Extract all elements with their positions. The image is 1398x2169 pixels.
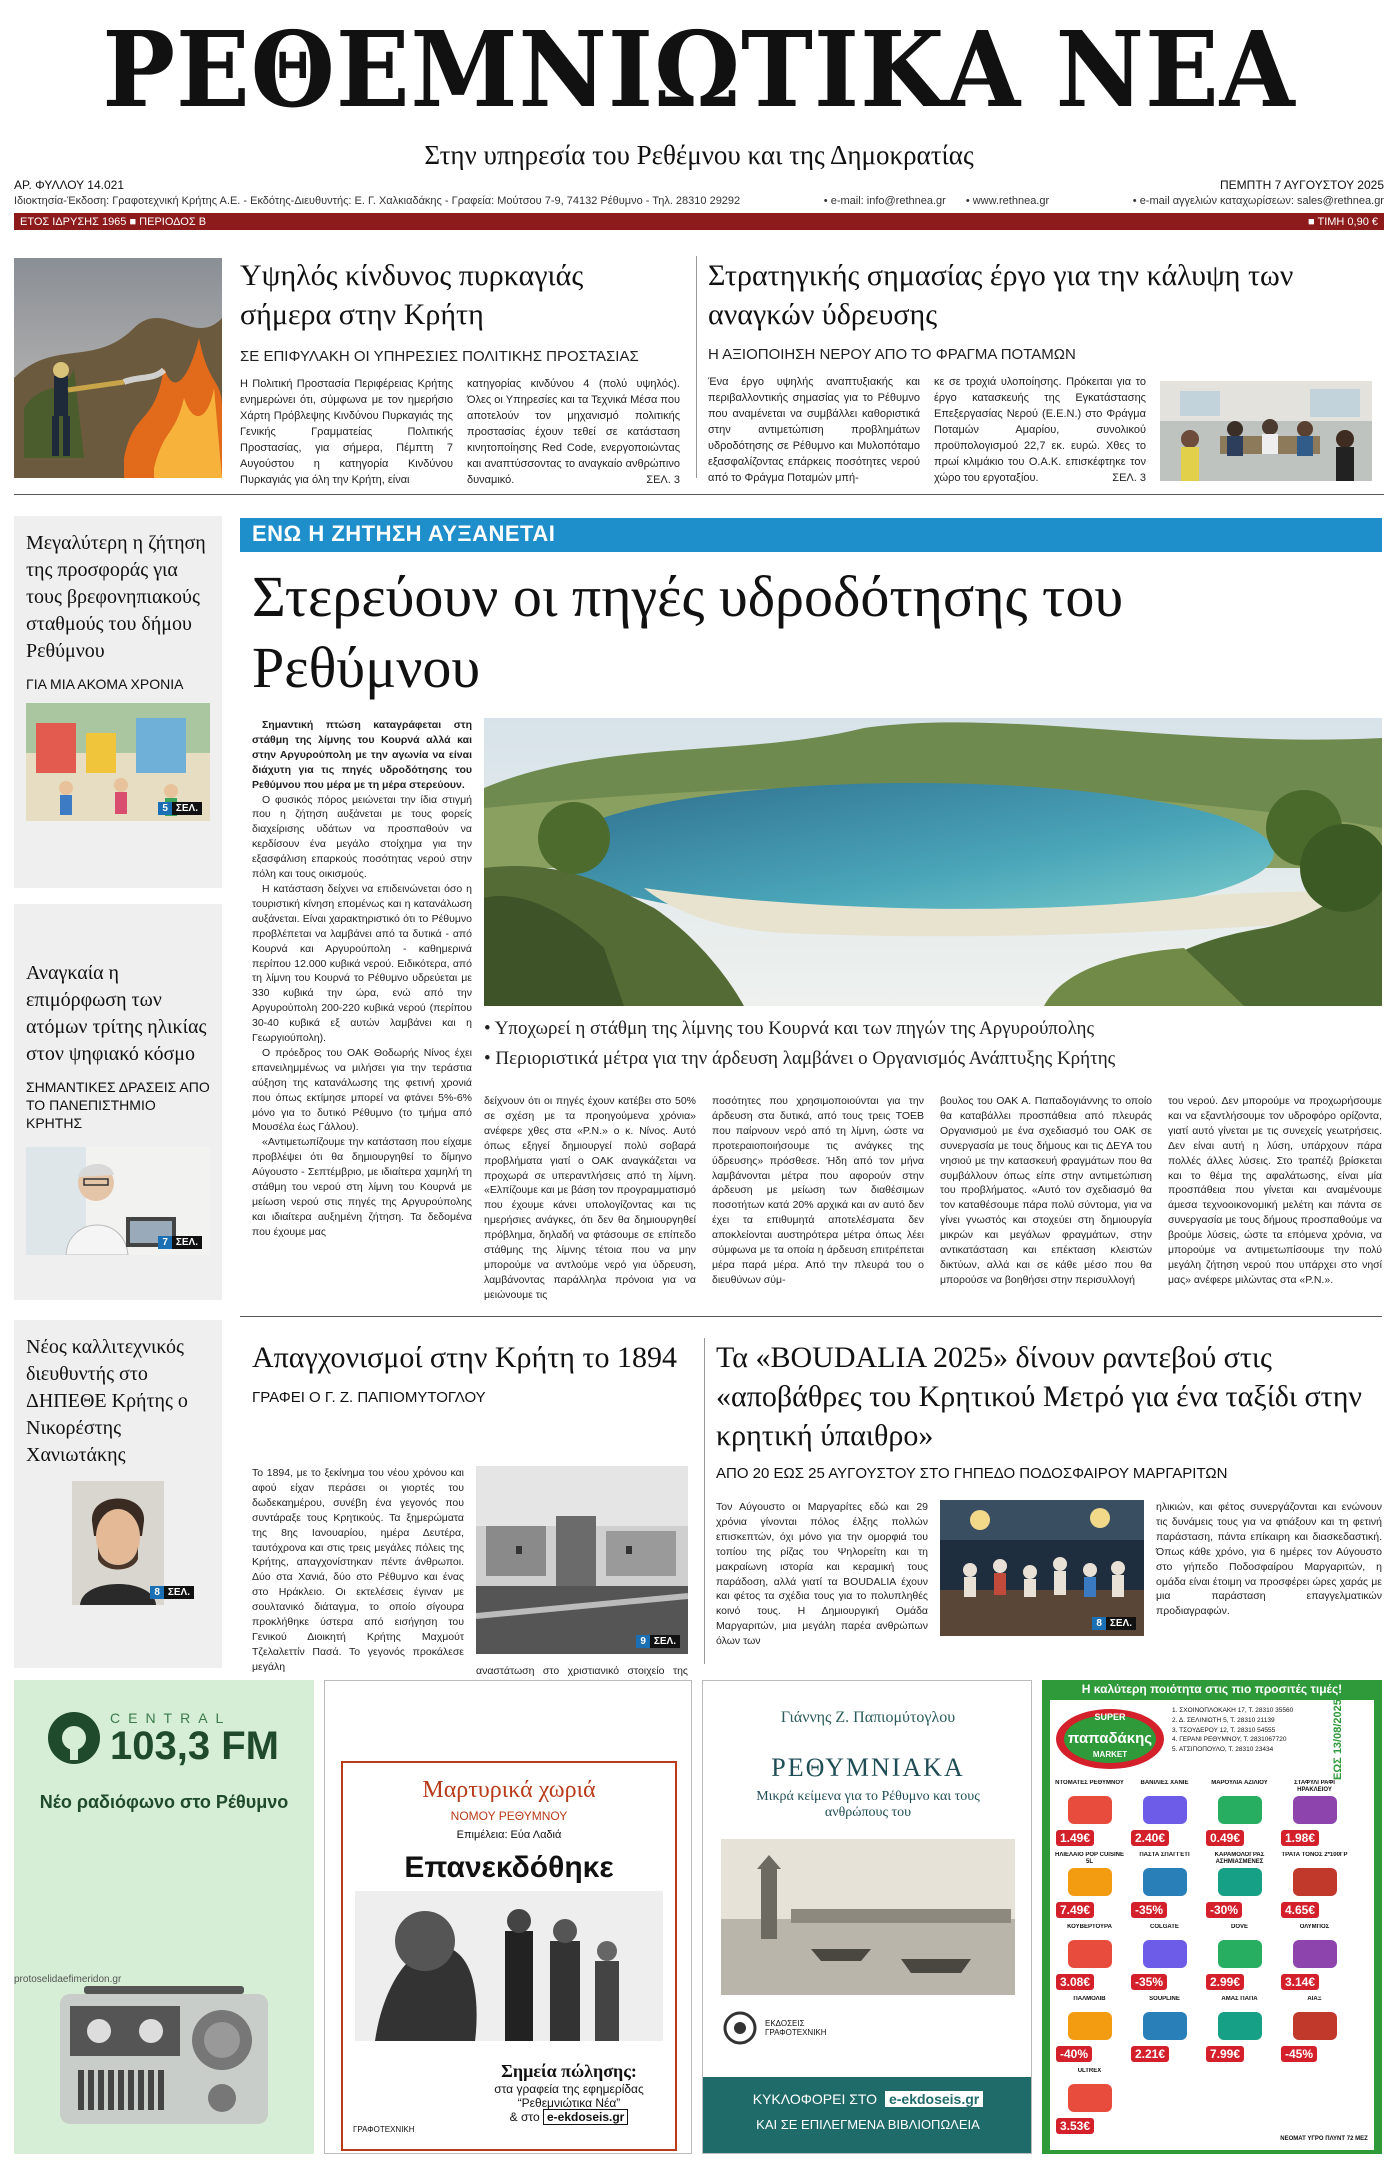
product-image [1293, 2012, 1337, 2040]
market-product[interactable] [1129, 1780, 1200, 1848]
director-portrait [72, 1481, 190, 1605]
product-price: 0.49€ [1206, 1830, 1244, 1846]
lead-intro-column [252, 718, 472, 1240]
market-store: 5. ΑΤΣΙΠΟΠΟΥΛΟ, Τ. 28310 23434 [1172, 1746, 1274, 1753]
kournas-lake-photo [484, 718, 1382, 1006]
harbour-photo [721, 1839, 1015, 1995]
radio-brand: CENTRAL [110, 1710, 232, 1726]
publisher-name: ΕΚΔΟΣΕΙΣ ΓΡΑΦΟΤΕΧΝΙΚΗ [765, 2019, 827, 2037]
product-price: 3.08€ [1056, 1974, 1094, 1990]
market-product[interactable] [1054, 1924, 1125, 1992]
publisher-logo: ΓΡΑΦΟΤΕΧΝΙΚΗ [353, 2125, 415, 2134]
page-badge[interactable] [150, 1586, 194, 1599]
page-badge[interactable] [158, 802, 202, 815]
story-body-col1: Ένα έργο υψηλής αναπτυξιακής και περιβαλλοντικής σημασίας για το Ρέθυμνο που αναμένεται να συμβάλλει καθοριστικά στην αντιμετώπιση προβλημάτων υδροδότησης σε Ρέθυμνο και Μυλοπόταμο εξασφαλίζοντας επάρκεις ποσότητες νερού από το Φράγμα Ποταμών μπή- [708, 376, 920, 484]
lead-column: ποσότητες που χρησιμοποιούνται για την άρδευση στα δυτικά, από τους τρεις ΤΟΕΒ που παίρνουν νερό από τη λίμνη, ώστε να προτεραιοποιήσουμε τις ανάγκες της ύδρευσης» πρόσθεσε. Ήδη από τον μήνα λαμβάνονται μέτρα που αφορούν στην άρδευση με μείωση των διαθέσιμων ποσοτήτων κατά 20% αρχικά και αν αυτό δεν έχει τα επιθυμητά αποτελέσματα δεν αποκλείονται αυστηρότερα μέτρα όπως λέει σύμφωνα με τα οποία η άρδευση επιτρέπεται μέρα παρά μέρα. Από την πλευρά του ο διευθύνων σύμ- [712, 1095, 924, 1286]
price-text: ■ ΤΙΜΗ 0,90 € [1307, 215, 1378, 228]
page-number: 8 [150, 1586, 164, 1599]
lead-paragraph: «Αντιμετωπίζουμε την κατάσταση που είχαμε προβλέψει ότι θα δημιουργηθεί το δίμηνο Αύγουστο - Σεπτέμβριο, με ιδιαίτερα χαμηλή τη στάθμη του νερού στη λίμνη του Κουρνά με μείωση νερού στις πηγές της Αργυρούπολης και ιδιαίτερα αυξημένη ζήτηση. Τα δεδομένα που έχουμε μας [252, 1136, 472, 1238]
market-store: 1. ΣΧΟΙΝΟΠΛΟΚΑΚΗ 17, Τ. 28310 35560 [1172, 1707, 1294, 1714]
product-image [1068, 1940, 1112, 1968]
market-store: 3. ΤΣΟΥΔΕΡΟΥ 12, Τ. 28310 54555 [1172, 1726, 1276, 1734]
lead-bullet-1: • Υποχωρεί η στάθμη της λίμνης του Κουρνά και των πηγών της Αργυρούπολης [484, 1018, 1094, 1039]
available-text: ΚΥΚΛΟΦΟΡΕΙ ΣΤΟ [752, 2091, 878, 2107]
eshop-link[interactable]: e-ekdoseis.gr [885, 2091, 983, 2107]
market-logo [1054, 1706, 1166, 1772]
page-badge[interactable] [1092, 1617, 1136, 1630]
product-image [1068, 1868, 1112, 1896]
publisher-logo-icon [723, 2011, 757, 2045]
page-number: 7 [158, 1236, 172, 1249]
product-name: ΟΛΥΜΠΟΣ [1299, 1924, 1330, 1930]
story-title[interactable]: Υψηλός κίνδυνος πυρκαγιάς σήμερα στην Κρήτη [240, 259, 584, 331]
founding-bar [14, 213, 1384, 230]
sidebar-subtitle: ΣΗΜΑΝΤΙΚΕΣ ΔΡΑΣΕΙΣ ΑΠΟ ΤΟ ΠΑΝΕΠΙΣΤΗΜΙΟ ΚΡΗΤΗΣ [26, 1079, 210, 1132]
product-image [1218, 1940, 1262, 1968]
market-store: 2. Δ. ΣΕΛΙΝΙΩΤΗ 5, Τ. 28310 21139 [1172, 1716, 1275, 1724]
page-ref[interactable]: ΣΕΛ. 3 [1112, 471, 1146, 484]
product-name: ΚΟΥΒΕΡΤΟΥΡΑ [1067, 1924, 1112, 1930]
elderly-photo [26, 1147, 210, 1255]
market-product[interactable] [1129, 1996, 1200, 2064]
product-image [1218, 1796, 1262, 1824]
issue-number: ΑΡ. ΦΥΛΛΟΥ 14.021 [14, 178, 124, 192]
page-number: 8 [1092, 1617, 1106, 1630]
market-product[interactable] [1054, 2068, 1125, 2136]
product-price: 2.99€ [1206, 1974, 1244, 1990]
product-price: 2.40€ [1131, 1830, 1169, 1846]
offer-validity: ΕΩΣ 13/08/2025 [1332, 1699, 1344, 1780]
market-product[interactable] [1129, 1852, 1200, 1920]
page-badge[interactable] [636, 1635, 680, 1648]
product-image [1068, 2084, 1112, 2112]
boudalia-column: ηλικιών, και φέτος συνεργάζονται και ενώνουν τις δυνάμεις τους για να φτιάξουν και τη φετινή παράσταση, πάντα επίκαιρη και διασκεδαστική. Όπως κάθε χρόνο, για 6 ημέρες τον Αύγουστο στο γήπεδο Ποδοσφαίρου Μαργαριτών, η ομάδα είναι έτοιμη να προσφέρει ώρες χαράς με μια παράσταση επαγγελματικών προδιαγραφών. [1156, 1501, 1382, 1618]
also-bookstores: ΚΑΙ ΣΕ ΕΠΙΛΕΓΜΕΝΑ ΒΙΒΛΙΟΠΩΛΕΙΑ [756, 2117, 980, 2132]
product-image [1143, 1940, 1187, 1968]
radio-cassette-icon [54, 1980, 274, 2130]
book-ad-rethymniaka[interactable] [702, 1680, 1032, 2154]
product-image [1068, 2012, 1112, 2040]
product-name: ΤΡΑΤΑ ΤΟΝΟΣ 2*100ΓΡ [1281, 1852, 1348, 1858]
radio-ad[interactable] [14, 1680, 314, 2154]
book-cover-photo [355, 1891, 663, 2041]
product-image [1068, 1796, 1112, 1824]
boudalia-photo [940, 1500, 1144, 1636]
product-price: 7.99€ [1206, 2046, 1244, 2062]
lead-column: του νερού. Δεν μπορούμε να προχωρήσουμε και να εξαντλήσουμε τον υδροφόρο ορίζοντα, γιατί αυτό γίνεται με τις συνεχείς γεωτρήσεις. Δεν είναι αυτή η λύση, υπάρχουν πάρα πολλές άλλες λύσεις. Στο τραπέζι βρίσκεται και το θέμα της αφαλάτωσης, είναι μία προσπάθεια που γίνεται και αναμένουμε άμεσα τεχνοοικονομική μελέτη και πάντα σε συνεργασία με τους δήμους προσπαθούμε να βρούμε λύσεις, ώστε τα επόμενα χρόνια, να μπορούμε να αντιμετωπίσουμε την πολύ μεγάλη ζήτηση νερού που υπάρχει στο νησί μας» ανέφερε μιλώντας στα «Ρ.Ν.». [1168, 1095, 1382, 1286]
publisher-logo [723, 2011, 845, 2045]
book-title: Μαρτυρικά χωριά [422, 1777, 596, 1803]
sidebar-story-dipethe[interactable] [14, 1320, 222, 1668]
book-title: ΡΕΘΥΜΝΙΑΚΑ [771, 1753, 965, 1782]
market-product[interactable] [1204, 1924, 1275, 1992]
sidebar-title[interactable]: Μεγαλύτερη η ζήτηση της προσφοράς για τους βρεφονηπιακούς σταθμούς του δήμου Ρεθύμνου [26, 532, 206, 662]
masthead [0, 0, 1398, 230]
meeting-image [1160, 381, 1372, 481]
book-editor: Επιμέλεια: Εύα Λαδιά [456, 1829, 562, 1841]
theatre-image [940, 1500, 1144, 1636]
section-divider [14, 494, 1384, 495]
product-price: 1.49€ [1056, 1830, 1094, 1846]
page-label: ΣΕΛ. [1106, 1617, 1136, 1630]
sidebar-title[interactable]: Αναγκαία η επιμόρφωση των ατόμων τρίτης ηλικίας στον ψηφιακό κόσμο [26, 962, 207, 1065]
product-name: SOUPLINE [1149, 1996, 1180, 2002]
product-price: -35% [1131, 1974, 1167, 1990]
market-product[interactable] [1054, 1996, 1125, 2064]
founded-text: ΕΤΟΣ ΙΔΡΥΣΗΣ 1965 ■ ΠΕΡΙΟΔΟΣ Β [20, 215, 207, 228]
product-name: ΒΑΝΙΛΙΕΣ ΧΑΝΙΕ [1140, 1780, 1189, 1786]
product-image [1143, 2012, 1187, 2040]
product-price: 3.14€ [1281, 1974, 1319, 1990]
availability-line [703, 2091, 1032, 2107]
product-image [1293, 1796, 1337, 1824]
product-name: ΝΤΟΜΑΤΕΣ ΡΕΘΥΜΝΟΥ [1055, 1780, 1124, 1786]
product-image [1293, 1868, 1337, 1896]
sale-where: στα γραφεία της εφημερίδας “Ρεθεμνιώτικα Νέα” [494, 2082, 644, 2110]
book-ad-martyrika[interactable] [324, 1680, 692, 2154]
product-name: COLGATE [1150, 1924, 1179, 1930]
lead-bullet-2: • Περιοριστικά μέτρα για την άρδευση λαμβάνει ο Οργανισμός Ανάπτυξης Κρήτης [484, 1048, 1116, 1069]
market-product[interactable] [1054, 1780, 1125, 1848]
sidebar-subtitle: ΓΙΑ ΜΙΑ ΑΚΟΜΑ ΧΡΟΝΙΑ [26, 676, 184, 692]
availability-banner [703, 2077, 1032, 2154]
product-name: ΜΑΡΟΥΛΙΑ ΑΖΙΛΙΟΥ [1211, 1780, 1268, 1786]
market-brand: παπαδάκης [1067, 1730, 1153, 1747]
lead-column: δείχνουν ότι οι πηγές έχουν κατέβει στο 50% σε σχέση με τα προηγούμενα χρόνια» ανέφερε χθες στα «Ρ.Ν.» ο κ. Νίνος. Αυτό όπως εξηγεί δημιουργεί πολύ σοβαρά προβλήματα γιατί ο ΟΑΚ αναγκάζεται να προχωρά σε υπεραντλήσεις από τη λίμνη. «Ελπίζουμε και με βάση τον προγραμματισμό που έχουμε κάνει υπολογίζοντας και τις ημερήσιες ανάγκες, ότι δεν θα δημιουργηθεί πρόβλημα, δηλαδή να φτάσουμε σε επίπεδο στάθμης της λίμνης τέτοια που να μην μπορούμε να αντλούμε νερό για ύδρευση, λαμβάνοντας παράλληλα πρόνοια για να μειώνουμε τις [484, 1095, 696, 1301]
market-word: MARKET [1092, 1750, 1128, 1759]
sale-eshop [465, 2110, 673, 2124]
market-store: 4. ΓΕΡΑΝΙ ΡΕΘΥΜΝΟΥ, Τ. 2831067720 [1172, 1736, 1287, 1744]
product-name: ΗΛΙΕΛΑΙΟ POP CUISINE 5L [1055, 1852, 1124, 1865]
reissued-label: Επανεκδόθηκε [404, 1851, 614, 1884]
story-title[interactable]: Απαγχονισμοί στην Κρήτη το 1894 [252, 1341, 678, 1374]
page-label: ΣΕΛ. [172, 802, 202, 815]
product-price: 1.98€ [1281, 1830, 1319, 1846]
product-name: ΣΤΑΦΥΛΙ ΡΑΦΙ ΗΡΑΚΛΕΙΟΥ [1294, 1780, 1335, 1793]
story-subtitle: ΓΡΑΦΕΙ Ο Γ. Ζ. ΠΑΠΙΟΜΥΤΟΓΛΟΥ [252, 1389, 486, 1406]
product-price: 4.65€ [1281, 1902, 1319, 1918]
sidebar-story-elderly[interactable] [14, 904, 222, 1300]
nursery-photo [26, 703, 210, 821]
story-subtitle: ΑΠΟ 20 ΕΩΣ 25 ΑΥΓΟΥΣΤΟΥ ΣΤΟ ΓΗΠΕΔΟ ΠΟΔΟΣΦΑΙΡΟΥ ΜΑΡΓΑΡΙΤΩΝ [716, 1465, 1228, 1482]
ads-email-link[interactable]: • e-mail αγγελιών καταχωρίσεων: sales@rethnea.gr [1132, 195, 1384, 207]
radio-logo-icon [46, 1710, 102, 1766]
boudalia-story[interactable] [716, 1338, 1382, 1482]
story-body-col2 [467, 377, 680, 489]
story-body-col2 [934, 375, 1146, 487]
column-divider [704, 1338, 705, 1664]
product-image [1143, 1796, 1187, 1824]
page-ref[interactable]: ΣΕΛ. 3 [646, 473, 680, 486]
history-column: αναστάτωση στο χριστιανικό στοιχείο της [476, 1665, 688, 1677]
history-story[interactable] [252, 1338, 692, 1406]
lead-intro: Σημαντική πτώση καταγράφεται στη στάθμη της λίμνης του Κουρνά αλλά και στην Αργυρούπολη με την αγωνία να είναι διάχυτη για τις πηγές υδροδότησης του Ρεθύμνου που μέρα με τη μέρα στερεύουν. [252, 719, 472, 791]
issue-row [14, 178, 1384, 192]
product-image [1218, 2012, 1262, 2040]
email-link[interactable]: • e-mail: info@rethnea.gr [823, 195, 946, 207]
old-city-image [476, 1466, 688, 1654]
website-link[interactable]: • www.rethnea.gr [965, 195, 1050, 207]
product-name: ΠΑΛΜΟΛΙΒ [1073, 1996, 1106, 2002]
story-title[interactable]: Στρατηγικής σημασίας έργο για την κάλυψη των αναγκών ύδρευσης [708, 259, 1294, 331]
tagline: Στην υπηρεσία του Ρεθέμνου και της Δημοκρατίας [424, 140, 974, 170]
market-product[interactable] [1279, 1924, 1350, 1992]
lead-paragraph: Ο φυσικός πόρος μειώνεται την ίδια στιγμή που η ζήτηση αυξάνεται με τους φορείς διαχείρισης υδάτων να προσπαθούν να κερδίσουν ένα μεγάλο στοίχημα για την εξασφάλιση επαρκούς ποσότητας νερού στην πόλη και τους οικισμούς. [252, 793, 472, 881]
boudalia-column: Τον Αύγουστο οι Μαργαρίτες εδώ και 29 χρόνια γίνονται πόλος έλξης πολλών επισκεπτών, όχι μόνο για την ομορφιά του τοπίου της ρίζας του Ψηλορείτη και τη μακραίωνη ιστορία και κεραμική τους παράδοση, αλλά γιατί τα BOUDALIA έχουν και φέτος τα σχέδια τους για το πολυπληθές κοινό τους. Η Δημιουργική Ομάδα Μαργαριτών, μια μεγάλη παρέα ανθρώπων όλων των [716, 1501, 928, 1648]
lead-kicker: ΕΝΩ Η ΖΗΤΗΣΗ ΑΥΞΑΝΕΤΑΙ [240, 518, 1382, 552]
market-super: SUPER [1094, 1712, 1126, 1722]
product-name: ΚΑΡΑΜΟΛΟΓΡΑΣ ΑΣΗΜΙΑΣΜΕΝΕΣ [1214, 1852, 1265, 1865]
history-photo [476, 1466, 688, 1654]
story-body-col1: Η Πολιτική Προστασία Περιφέρειας Κρήτης ενημερώνει ότι, σύμφωνα με τον ημερήσιο Χάρτη Πρόβλεψης Κινδύνου Πυρκαγιάς της Γενικής Γραμματείας Πολιτικής Προστασίας, για σήμερα, Πέμπτη 7 Αυγούστου η κατηγορία Κινδύνου Πυρκαγιάς για όλη την Κρήτη, είναι [240, 378, 453, 486]
book-subtitle: ΝΟΜΟΥ ΡΕΘΥΜΝΟΥ [450, 1809, 568, 1823]
page-number: 5 [158, 802, 172, 815]
book-description: Μικρά κείμενα για το Ρέθυμνο και τους ανθρώπους του [756, 1789, 980, 1820]
lead-column: βουλος του ΟΑΚ Α. Παπαδογιάννης το οποίο θα καταβάλλει προσπάθεια από πλευράς Οργανισμού με ένα σχεδιασμό του ΟΑΚ σε συνεργασία με τους δήμους και τις ΔΕΥΑ του νησιού με την κατασκευή φραγμάτων που θα συμβάλλουν όπως είπε στην αντιμετώπιση του προβλήματος. «Αυτό τον σχεδιασμό θα τον καταθέσουμε πάρα πολύ σύντομα, για να γίνει γνωστός και στοχεύει στη δημιουργία μικρών και μεγάλων φραγμάτων, στην αντικατάσταση και επέκταση κλειστών δικτύων, αλλά και σε κάθε μέσο που θα μπορούσε να βοηθήσει στην περισυλλογή [940, 1095, 1152, 1286]
watermark: protoselidaefimeridon.gr [14, 1974, 122, 1985]
product-name: ULTREX [1077, 2068, 1102, 2074]
product-price: -40% [1056, 2046, 1092, 2062]
product-name: ΑΜΑΣ ΠΑΠΑ [1221, 1996, 1258, 2002]
supermarket-ad[interactable] [1042, 1680, 1382, 2154]
lead-title[interactable]: Στερεύουν οι πηγές υδροδότησης του Ρεθύμνου [252, 564, 1124, 700]
product-image [1143, 1868, 1187, 1896]
meeting-photo [1160, 381, 1372, 481]
sidebar-title[interactable]: Νέος καλλιτεχνικός διευθυντής στο ΔΗΠΕΘΕ Κρήτης ο Νικορέστης Χανιωτάκης [26, 1336, 188, 1466]
sale-label: Σημεία πώλησης: [501, 2061, 637, 2081]
publisher-info-row [14, 195, 1384, 207]
product-price: -35% [1131, 1902, 1167, 1918]
product-name: DOVE [1230, 1924, 1248, 1930]
product-price: -30% [1206, 1902, 1242, 1918]
market-store-list [1172, 1706, 1342, 1755]
story-body-text: κε σε τροχιά υλοποίησης. Πρόκειται για το έργο κατασκευής της Εγκατάστασης Επεξεργασίας Νερού (Ε.Ε.Ν.) στο Φράγμα Ποταμών Αμαρίου, συνολικού προϋπολογισμού 22,7 εκ. ευρώ. Χθες το πρωί κλιμάκιο του Ο.Α.Κ. επισκέφτηκε τον χώρο του εργοταξίου. [934, 376, 1146, 484]
market-product[interactable] [1204, 1780, 1275, 1848]
wildfire-photo [14, 258, 222, 478]
product-price: -45% [1281, 2046, 1317, 2062]
lake-image [484, 718, 1382, 1006]
issue-date: ΠΕΜΠΤΗ 7 ΑΥΓΟΥΣΤΟΥ 2025 [1220, 178, 1384, 192]
market-product[interactable] [1129, 1924, 1200, 1992]
product-image [1218, 1868, 1262, 1896]
lead-paragraph: Ο πρόεδρος του ΟΑΚ Θοδωρής Νίνος έχει επανειλημμένως να μιλήσει για την τεράστια αύξηση της κατανάλωσης της φετινή χρονιά που όπως εκτίμησε μπορεί να φτάνει 5%-6% μόνο για το δυτικό Ρέθυμνο (το τμήμα από Μουσέλα έως Γάλλου). [252, 1046, 472, 1134]
story-title[interactable]: Τα «BOUDALIA 2025» δίνουν ραντεβού στις «αποβάθρες του Κρητικού Μετρό για ένα ταξίδι στην κρητική ύπαιθρο» [716, 1341, 1362, 1452]
market-product-grid [1054, 1780, 1350, 2136]
radio-logo [46, 1710, 279, 1766]
eshop-link[interactable]: e-ekdoseis.gr [543, 2109, 628, 2125]
radio-frequency: 103,3 FM [110, 1724, 279, 1768]
and-text: & στο [509, 2110, 540, 2124]
market-product[interactable] [1279, 1852, 1350, 1920]
history-column: Το 1894, με το ξεκίνημα του νέου χρόνου και αφού είχαν περάσει οι γιορτές του δωδεκαημέρου, συνέβη ένα γεγονός που συντάραξε τους Κρητικούς. Τα ξημερώματα της 8ης Ιανουαρίου, ημέρα Δευτέρα, ταυτόχρονα και στις τρεις μεγάλες πόλεις της Κρήτης, απαγχονίστηκαν πέντε άνθρωποι. Δύο στα Χανιά, δύο στο Ρέθυμνο και ένας στο Ηράκλειο. Οι εκτελέσεις έγιναν με σουλτανικό διάταγμα, το οποίο σίγουρα προκλήθηκε ύστερα από εισήγηση του Γενικού Διοικητή Κρήτης Μαχμούτ Τζελαλεττίν Πασά. Το γεγονός προκάλεσε μεγάλη [252, 1467, 464, 1673]
product-image [1293, 1940, 1337, 1968]
page-label: ΣΕΛ. [164, 1586, 194, 1599]
product-name: ΑΙΑΞ [1307, 1996, 1322, 2002]
sidebar-story-nurseries[interactable] [14, 516, 222, 888]
story-subtitle: Η ΑΞΙΟΠΟΙΗΣΗ ΝΕΡΟΥ ΑΠΟ ΤΟ ΦΡΑΓΜΑ ΠΟΤΑΜΩΝ [708, 346, 1076, 363]
product-price: 2.21€ [1131, 2046, 1169, 2062]
market-header: Η καλύτερη ποιότητα στις πιο προσιτές τιμές! [1081, 1682, 1343, 1696]
wildfire-image [14, 258, 222, 478]
top-left-story[interactable] [240, 256, 680, 489]
market-product[interactable] [1054, 1852, 1125, 1920]
page-number: 9 [636, 1635, 650, 1648]
top-right-story[interactable] [708, 256, 1388, 487]
page-badge[interactable] [158, 1236, 202, 1249]
page-label: ΣΕΛ. [650, 1635, 680, 1648]
column-divider [696, 256, 697, 478]
market-product[interactable] [1279, 1780, 1350, 1848]
market-product[interactable] [1279, 1996, 1350, 2064]
publisher-info: Ιδιοκτησία-Έκδοση: Γραφοτεχνική Κρήτης Α.Ε. - Εκδότης-Διευθυντής: Ε. Γ. Χαλκιαδάκης - Γραφεία: Μούτσου 7-9, 74132 Ρέθυμνο - Τηλ. 28310 29292 [14, 195, 741, 207]
product-price: 7.49€ [1056, 1902, 1094, 1918]
lead-paragraph: Η κατάσταση δείχνει να επιδεινώνεται όσο η τουριστική κίνηση επομένως και η κατανάλωση αυξάνεται. Είναι χαρακτηριστικό ότι το Ρέθυμνο προβλέπεται να λαμβάνει από τα δυτικά - από Κουρνά και Αργυρούπολη - καθημερινά περίπου 12.000 κυβικά νερού. Ειδικότερα, από τη λίμνη του Κουρνά το Ρέθυμνο υδρεύεται με 330 κυβικά την ώρα, ενώ από την Αργυρούπολη 200-220 κυβικά νερού (περίπου 30-40 κυβικά εξ αυτών λαμβάνει και η Γεωργιούπολη). [252, 882, 472, 1045]
section-divider [240, 1316, 1382, 1317]
market-footer: ΝΕΟΜΑΤ ΥΓΡΟ ΠΛΥΝΤ 72 ΜΕΖ [1280, 2136, 1368, 2142]
newspaper-title: ΡΕΘΕΜΝΙΩΤΙΚΑ ΝΕΑ [102, 8, 1296, 131]
sale-points [465, 2061, 673, 2124]
radio-slogan: Νέο ραδιόφωνο στο Ρέθυμνο [39, 1792, 289, 1812]
product-name: ΠΑΣΤΑ ΣΠΑΓΓΕΤΙ [1139, 1852, 1190, 1858]
story-subtitle: ΣΕ ΕΠΙΦΥΛΑΚΗ ΟΙ ΥΠΗΡΕΣΙΕΣ ΠΟΛΙΤΙΚΗΣ ΠΡΟΣΤΑΣΙΑΣ [240, 348, 639, 365]
book-author: Γιάννης Ζ. Παπιομύτογλου [780, 1709, 956, 1726]
page-label: ΣΕΛ. [172, 1236, 202, 1249]
story-body-text: κατηγορίας κινδύνου 4 (πολύ υψηλός). Όλες οι Υπηρεσίες και τα Τεχνικά Μέσα που αποτελούν τον μηχανισμό πολιτικής προστασίας έχουν τεθεί σε κατάσταση κινητοποίησης Red Code, ενεργοποιώντας και αναπτύσσοντας το αναγκαίο ανθρώπινο δυναμικό. [467, 378, 680, 486]
market-product[interactable] [1204, 1852, 1275, 1920]
market-product[interactable] [1204, 1996, 1275, 2064]
product-price: 3.53€ [1056, 2118, 1094, 2134]
